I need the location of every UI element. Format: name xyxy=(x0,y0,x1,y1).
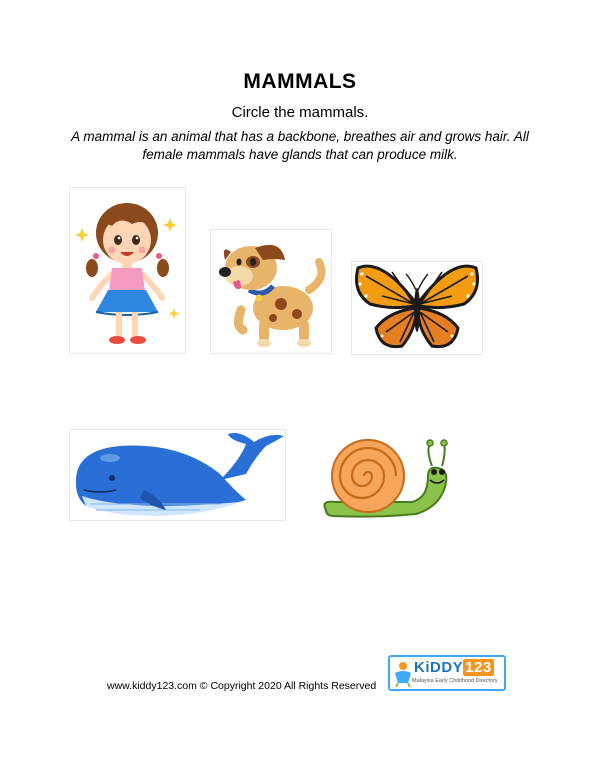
whale-illustration xyxy=(70,430,285,520)
snail-image[interactable] xyxy=(316,436,458,520)
girl-illustration xyxy=(70,188,185,353)
logo-wordmark xyxy=(414,659,494,676)
butterfly-image[interactable] xyxy=(352,262,482,354)
whale-image[interactable] xyxy=(70,430,285,520)
logo-text: KiDDY xyxy=(414,659,464,676)
butterfly-illustration xyxy=(352,262,482,354)
page-title: MAMMALS xyxy=(243,70,357,93)
girl-image[interactable] xyxy=(70,188,185,353)
mammal-description: A mammal is an animal that has a backbone, breathes air and grows hair. All female mammals have glands that can produce milk. xyxy=(71,129,529,162)
copyright-text: www.kiddy123.com © Copyright 2020 All Rights Reserved xyxy=(107,680,377,692)
kiddy123-logo[interactable] xyxy=(388,655,506,691)
instruction-text: Circle the mammals. xyxy=(231,104,369,121)
kiddy-figure-icon xyxy=(393,661,413,687)
dog-illustration xyxy=(211,230,331,353)
snail-illustration xyxy=(316,436,458,520)
logo-number: 123 xyxy=(465,659,492,676)
dog-image[interactable] xyxy=(211,230,331,353)
logo-tagline: Malaysia Early Childhood Directory xyxy=(412,678,498,684)
